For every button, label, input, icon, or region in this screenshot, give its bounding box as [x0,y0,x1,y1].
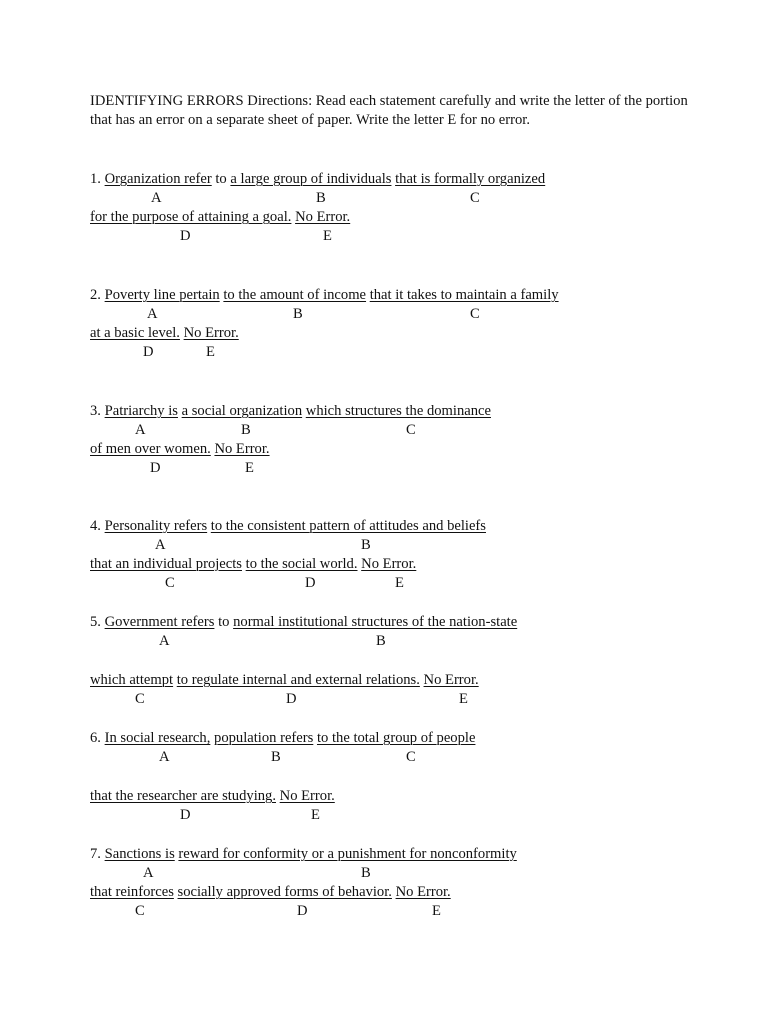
letter-b: B [361,537,371,553]
worksheet-page [90,92,690,919]
spacer [90,767,690,787]
letter-a: A [159,633,170,649]
letter-b: B [271,749,281,765]
segment-b: population refers [214,730,314,746]
question-5-line-2 [90,671,690,690]
letter-d: D [305,575,316,591]
segment-a: Organization refer [104,171,212,187]
segment-c: that it takes to maintain a family [369,287,559,303]
segment-d: to the social world. [245,556,358,572]
question-2 [90,286,690,362]
letter-e: E [459,691,468,707]
letter-e: E [311,807,320,823]
question-6-letters-2 [90,806,690,825]
letter-d: D [180,807,191,823]
letter-c: C [165,575,175,591]
question-5-letters-2 [90,690,690,709]
segment-a: Patriarchy is [104,403,178,419]
segment-b: normal institutional structures of the nation-state [233,614,518,630]
plain-text: to [218,614,230,630]
letter-a: A [151,190,162,206]
letter-b: B [293,306,303,322]
question-3-line-1 [90,402,690,421]
question-5 [90,613,690,709]
segment-e: No Error. [295,209,351,225]
letter-c: C [406,422,416,438]
segment-a: Personality refers [104,518,208,534]
question-1 [90,170,690,246]
question-3-letters-2 [90,459,690,478]
segment-b: to the consistent pattern of attitudes and beliefs [210,518,486,534]
letter-c: C [135,691,145,707]
letter-a: A [155,537,166,553]
letter-e: E [395,575,404,591]
plain-text: to [215,171,227,187]
letter-c: C [470,306,480,322]
question-number: 2. [90,287,101,303]
letter-d: D [286,691,297,707]
question-1-line-1 [90,170,690,189]
question-3 [90,402,690,478]
segment-a: In social research, [104,730,211,746]
segment-a: Sanctions is [104,846,175,862]
letter-b: B [376,633,386,649]
question-1-letters-1 [90,189,690,208]
segment-b: a large group of individuals [230,171,392,187]
letter-c: C [406,749,416,765]
question-4-letters-2 [90,574,690,593]
letter-a: A [159,749,170,765]
question-4-line-1 [90,517,690,536]
question-6-line-1 [90,729,690,748]
segment-d: at a basic level. [90,325,180,341]
question-5-letters-1 [90,632,690,651]
letter-e: E [323,228,332,244]
question-number: 4. [90,518,101,534]
segment-d: of men over women. [90,441,211,457]
segment-d: socially approved forms of behavior. [177,884,392,900]
letter-e: E [432,903,441,919]
letter-a: A [143,865,154,881]
letter-c: C [135,903,145,919]
spacer [90,651,690,671]
segment-d: to regulate internal and external relations. [176,672,420,688]
segment-c: which attempt [90,672,174,688]
question-1-letters-2 [90,227,690,246]
question-1-line-2 [90,208,690,227]
segment-e: No Error. [183,325,239,341]
letter-d: D [150,460,161,476]
letter-d: D [180,228,191,244]
question-4 [90,517,690,593]
question-2-line-1 [90,286,690,305]
letter-c: C [470,190,480,206]
segment-e: No Error. [395,884,451,900]
letter-d: D [297,903,308,919]
letter-b: B [316,190,326,206]
question-number: 6. [90,730,101,746]
segment-e: No Error. [279,788,335,804]
question-2-letters-2 [90,343,690,362]
letter-b: B [361,865,371,881]
letter-b: B [241,422,251,438]
question-7-letters-2 [90,902,690,921]
question-2-letters-1 [90,305,690,324]
question-7-line-1 [90,845,690,864]
question-4-line-2 [90,555,690,574]
segment-b: a social organization [181,403,303,419]
question-number: 3. [90,403,101,419]
question-4-letters-1 [90,536,690,555]
letter-d: D [143,344,154,360]
question-number: 1. [90,171,101,187]
segment-d: for the purpose of attaining a goal. [90,209,292,225]
segment-a: Government refers [104,614,215,630]
segment-c: that reinforces [90,884,174,900]
segment-b: reward for conformity or a punishment for nonconformity [178,846,517,862]
directions-text: IDENTIFYING ERRORS Directions: Read each statement carefully and write the letter of the portion that has an error on a separate sheet of paper. Write the letter E for no error. [90,93,688,128]
letter-e: E [245,460,254,476]
question-number: 5. [90,614,101,630]
segment-e: No Error. [423,672,479,688]
question-6-line-2 [90,787,690,806]
segment-e: No Error. [361,556,417,572]
letter-a: A [147,306,158,322]
segment-c: which structures the dominance [305,403,491,419]
question-number: 7. [90,846,101,862]
question-7 [90,845,690,921]
segment-d: that the researcher are studying. [90,788,276,804]
segment-e: No Error. [214,441,270,457]
question-2-line-2 [90,324,690,343]
question-7-line-2 [90,883,690,902]
question-7-letters-1 [90,864,690,883]
segment-b: to the amount of income [223,287,367,303]
question-6-letters-1 [90,748,690,767]
question-5-line-1 [90,613,690,632]
segment-c: to the total group of people [316,730,476,746]
question-6 [90,729,690,825]
segment-a: Poverty line pertain [104,287,220,303]
question-3-letters-1 [90,421,690,440]
segment-c: that is formally organized [395,171,546,187]
segment-c: that an individual projects [90,556,242,572]
question-3-line-2 [90,440,690,459]
letter-a: A [135,422,146,438]
letter-e: E [206,344,215,360]
